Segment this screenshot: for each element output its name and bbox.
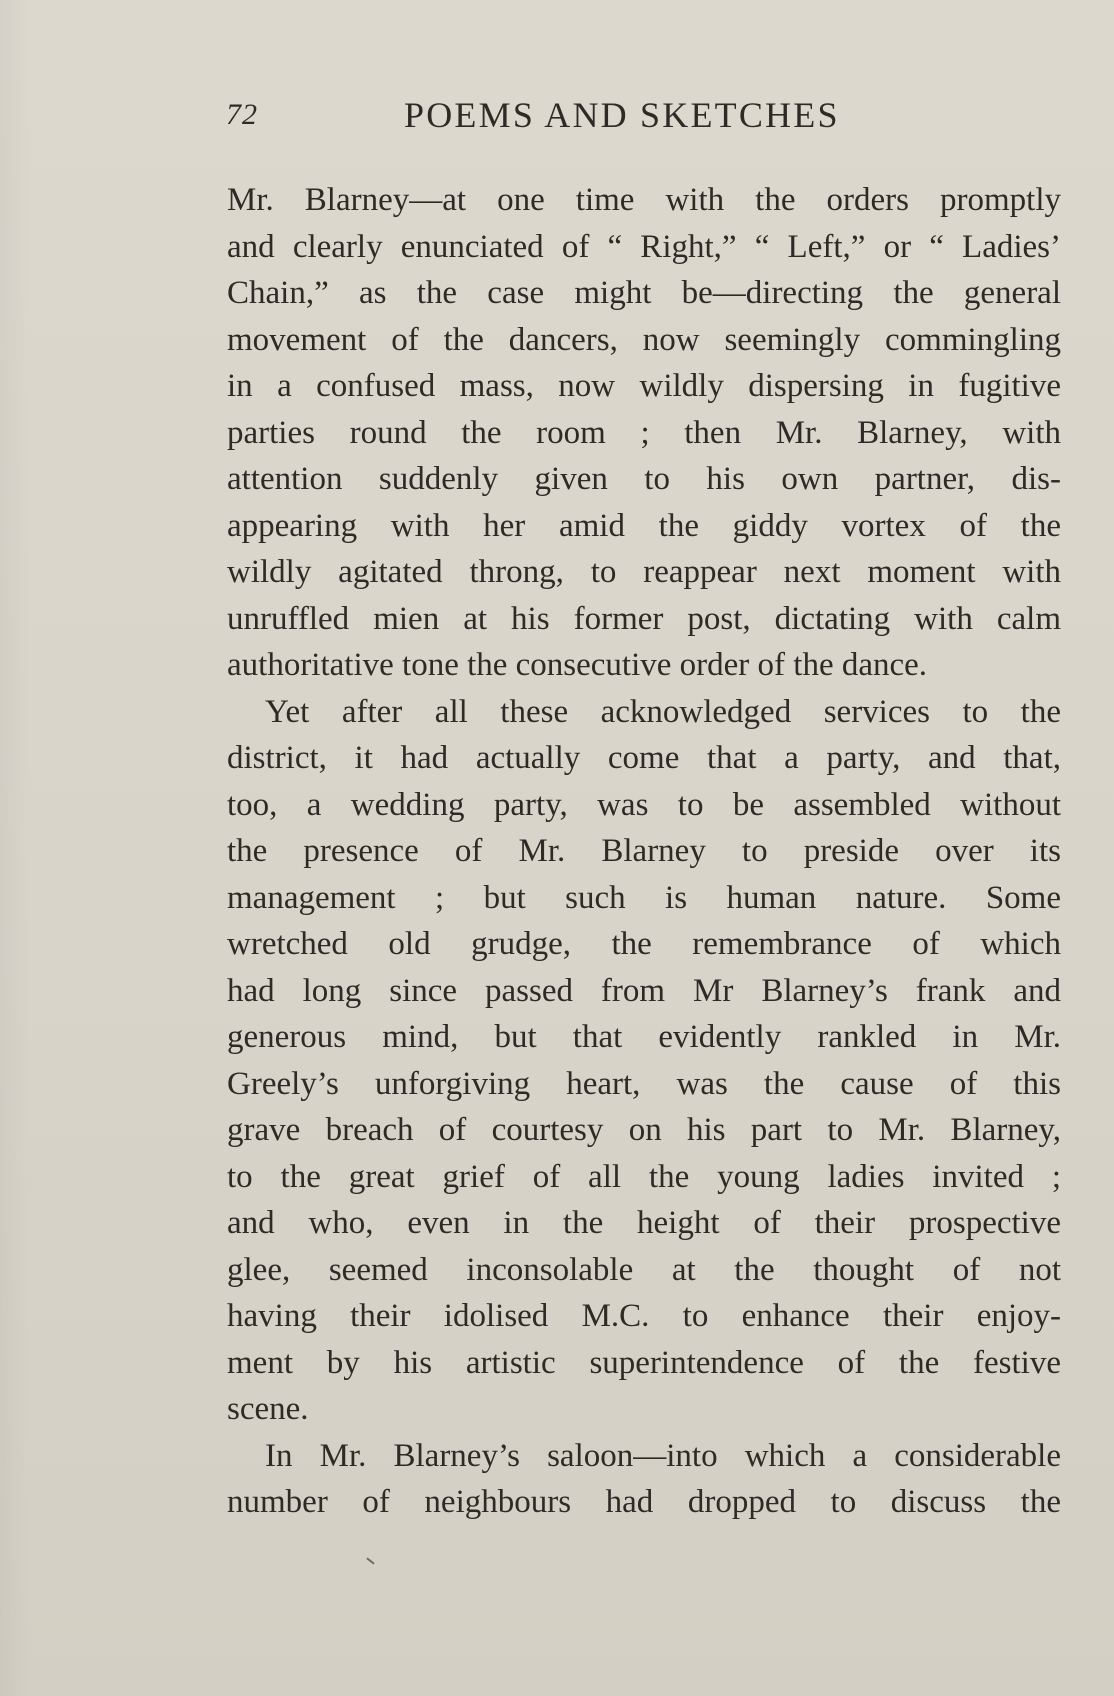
text-line: Greely’s unforgiving heart, was the cause of this xyxy=(227,1065,1061,1102)
text-line: number of neighbours had dropped to discuss the xyxy=(227,1484,1061,1520)
text-line: in a confused mass, now wildly dispersing in fugitive xyxy=(227,368,1061,404)
text-line: too, a wedding party, was to be assembled without xyxy=(227,786,1061,823)
page-number: 72 xyxy=(226,98,258,131)
text-line: wretched old grudge, the remembrance of which xyxy=(227,926,1061,962)
stray-ink-mark xyxy=(366,1557,374,1564)
body-text xyxy=(227,177,1061,1526)
text-line: Chain,” as the case might be—directing the general xyxy=(227,275,1061,311)
text-line: had long since passed from Mr Blarney’s frank and xyxy=(227,972,1061,1009)
text-line: movement of the dancers, now seemingly commingling xyxy=(227,321,1061,358)
text-line: having their idolised M.C. to enhance their enjoy- xyxy=(227,1298,1061,1334)
text-line: wildly agitated throng, to reappear next moment with xyxy=(227,554,1061,590)
text-line: district, it had actually come that a party, and that, xyxy=(227,740,1061,776)
text-line: to the great grief of all the young ladies invited ; xyxy=(227,1158,1061,1195)
text-line: authoritative tone the consecutive order of the dance. xyxy=(227,647,928,683)
text-line: glee, seemed inconsolable at the thought of not xyxy=(227,1251,1061,1288)
running-title: POEMS AND SKETCHES xyxy=(404,95,840,135)
text-line: Mr. Blarney—at one time with the orders promptly xyxy=(227,182,1061,218)
text-line: management ; but such is human nature. Some xyxy=(227,879,1061,916)
paragraph-start-line: Yet after all these acknowledged services to the xyxy=(265,693,1061,730)
running-head xyxy=(226,92,1060,142)
text-line: generous mind, but that evidently rankled in Mr. xyxy=(227,1019,1061,1055)
paragraph-start-line: In Mr. Blarney’s saloon—into which a considerable xyxy=(265,1437,1061,1474)
text-line: attention suddenly given to his own partner, dis- xyxy=(227,461,1061,497)
text-line: grave breach of courtesy on his part to Mr. Blarney, xyxy=(227,1112,1061,1148)
text-line: parties round the room ; then Mr. Blarney, with xyxy=(227,414,1061,451)
text-line: the presence of Mr. Blarney to preside over its xyxy=(227,833,1061,869)
text-line: and clearly enunciated of “ Right,” “ Left,” or “ Ladies’ xyxy=(227,228,1061,265)
text-line: unruffled mien at his former post, dictating with calm xyxy=(227,600,1061,637)
text-line: scene. xyxy=(227,1391,309,1427)
text-line: and who, even in the height of their prospective xyxy=(227,1205,1061,1241)
text-line: ment by his artistic superintendence of the festive xyxy=(227,1344,1061,1381)
text-line: appearing with her amid the giddy vortex of the xyxy=(227,507,1061,544)
